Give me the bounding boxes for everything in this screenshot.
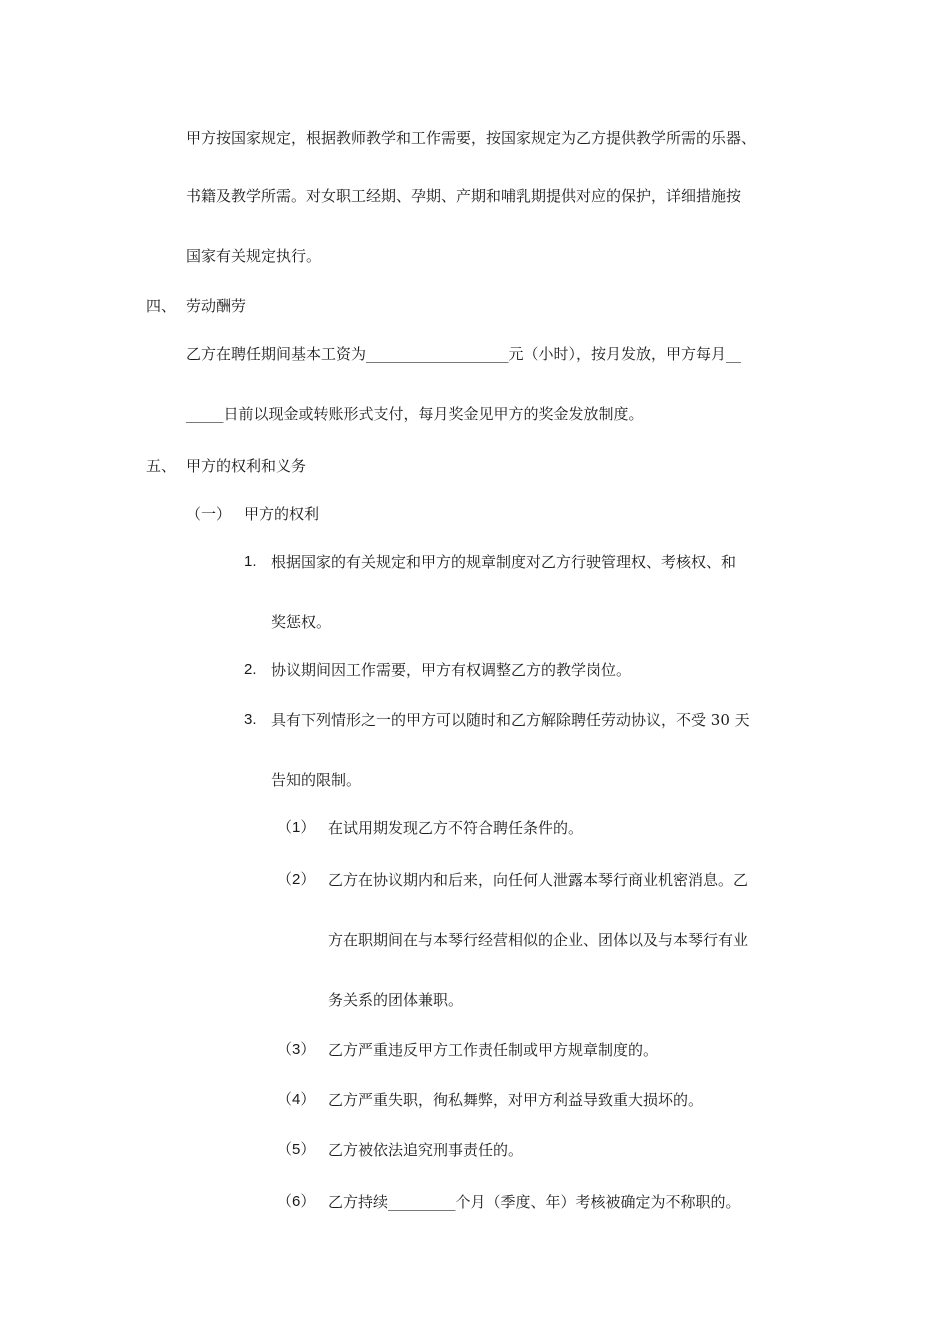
item-3-number: 3.: [244, 711, 257, 728]
subitem-1-line-1: 在试用期发现乙方不符合聘任条件的。: [328, 819, 584, 837]
section-5-number: 五、: [146, 457, 177, 475]
subitem-4-line-1: 乙方严重失职，徇私舞弊，对甲方利益导致重大损坏的。: [328, 1091, 704, 1109]
subitem-6-line-1: 乙方持续_________个月（季度、年）考核被确定为不称职的。: [328, 1193, 741, 1211]
item-2-line-1: 协议期间因工作需要，甲方有权调整乙方的教学岗位。: [271, 661, 632, 679]
section-4-line-1: 乙方在聘任期间基本工资为___________________元（小时），按月发放，甲方每月__: [186, 345, 742, 363]
section-5-title: 甲方的权利和义务: [186, 457, 307, 475]
item-1-line-2: 奖惩权。: [271, 613, 332, 631]
subitem-4-number: （4）: [277, 1091, 316, 1108]
subitem-5-number: （5）: [277, 1141, 316, 1158]
subitem-3-line-1: 乙方严重违反甲方工作责任制或甲方规章制度的。: [328, 1041, 659, 1059]
section-4-line-2: _____日前以现金或转账形式支付，每月奖金见甲方的奖金发放制度。: [186, 405, 644, 423]
subitem-3-number: （3）: [277, 1041, 316, 1058]
item-1-number: 1.: [244, 553, 257, 570]
subsection-1-number: （一）: [186, 505, 232, 523]
intro-line-3: 国家有关规定执行。: [186, 247, 322, 265]
subitem-2-line-1: 乙方在协议期内和后来，向任何人泄露本琴行商业机密消息。乙: [328, 871, 749, 889]
subitem-1-number: （1）: [277, 819, 316, 836]
section-4-title: 劳动酬劳: [186, 297, 247, 315]
item-3-line-2: 告知的限制。: [271, 771, 362, 789]
intro-line-2: 书籍及教学所需。对女职工经期、孕期、产期和哺乳期提供对应的保护，详细措施按: [186, 187, 742, 205]
subitem-5-line-1: 乙方被依法追究刑事责任的。: [328, 1141, 524, 1159]
item-2-number: 2.: [244, 661, 257, 678]
section-4-number: 四、: [146, 297, 177, 315]
item-3-line-1: 具有下列情形之一的甲方可以随时和乙方解除聘任劳动协议，不受 30 天: [271, 711, 750, 729]
intro-line-1: 甲方按国家规定，根据教师教学和工作需要，按国家规定为乙方提供教学所需的乐器、: [186, 129, 757, 147]
subitem-2-line-2: 方在职期间在与本琴行经营相似的企业、团体以及与本琴行有业: [328, 931, 749, 949]
subsection-1-title: 甲方的权利: [244, 505, 320, 523]
subitem-2-number: （2）: [277, 871, 316, 888]
subitem-2-line-3: 务关系的团体兼职。: [328, 991, 464, 1009]
subitem-6-number: （6）: [277, 1193, 316, 1210]
item-1-line-1: 根据国家的有关规定和甲方的规章制度对乙方行驶管理权、考核权、和: [271, 553, 737, 571]
